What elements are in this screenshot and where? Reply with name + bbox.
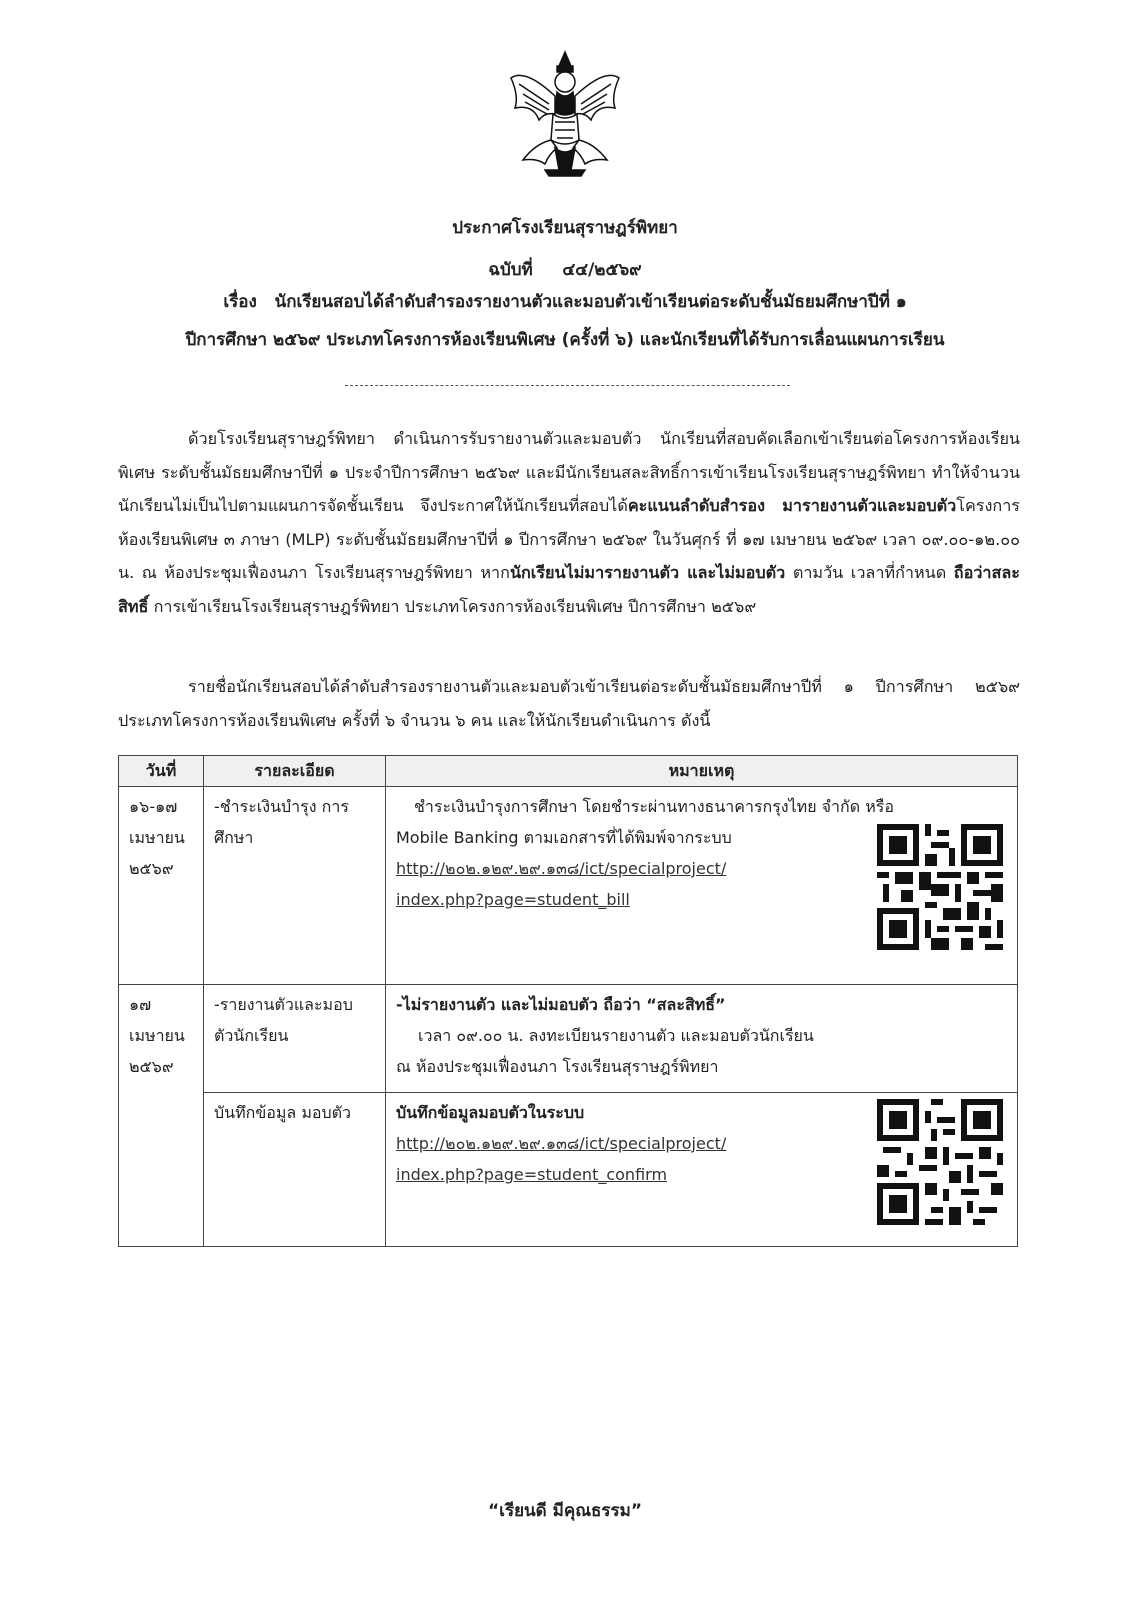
p1-text-e: การเข้าเรียนโรงเรียนสุราษฎร์พิทยา ประเภทโครงการห้องเรียนพิเศษ ปีการศึกษา ๒๕๖๙	[148, 596, 757, 616]
bill-link-line2[interactable]: index.php?page=student_bill	[396, 890, 630, 909]
row1-detail: -ชำระเงินบำรุง การศึกษา	[204, 787, 386, 985]
row1-date: ๑๖-๑๗ เมษายน ๒๕๖๙	[119, 787, 204, 985]
issue-label: ฉบับที่	[488, 260, 533, 280]
header-detail: รายละเอียด	[204, 756, 386, 787]
subject-line-1: นักเรียนสอบได้ลำดับสำรองรายงานตัวและมอบตัวเข้าเรียนต่อระดับชั้นมัธยมศึกษาปีที่ ๑	[274, 292, 907, 312]
header-note: หมายเหตุ	[386, 756, 1018, 787]
table-header-row	[119, 756, 1018, 787]
qr-code-bill-icon[interactable]	[877, 824, 1003, 950]
bill-link-line1[interactable]: http://๒๐๒.๑๒๙.๒๙.๑๓๘/ict/specialproject/	[396, 859, 727, 878]
school-motto: “เรียนดี มีคุณธรรม”	[487, 1501, 643, 1521]
p1-bold-1: คะแนนลำดับสำรอง มารายงานตัวและมอบตัว	[627, 496, 957, 515]
row2-note-line2: เวลา ๐๙.๐๐ น. ลงทะเบียนรายงานตัว และมอบตัวนักเรียน	[418, 1026, 814, 1045]
row1-note-line2: Mobile Banking ตามเอกสารที่ได้พิมพ์จากระบบ	[396, 828, 732, 847]
p1-text-d: ตามวัน เวลาที่กำหนด	[785, 563, 954, 582]
row3-note	[386, 1093, 1018, 1247]
header-date: วันที่	[119, 756, 204, 787]
p1-text-c: โครงการห้องเรียนพิเศษ ๓ ภาษา (MLP) ระดับชั้นมัธยมศึกษาปีที่ ๑ ปีการศึกษา ๒๕๖๙ ในวันศุกร์ ที่ ๑๗ เมษายน ๒๕๖๙ เวลา ๐๙.๐๐-๑๒.๐๐ น. ณ ห้องประชุมเฟื่องนภา โรงเรียนสุราษฎร์พิทยา หาก	[118, 496, 1020, 582]
table-row	[119, 985, 1018, 1093]
row2-note	[386, 985, 1018, 1093]
paragraph-2	[118, 670, 1020, 737]
confirm-link-line1[interactable]: http://๒๐๒.๑๒๙.๒๙.๑๓๘/ict/specialproject/	[396, 1134, 727, 1153]
paragraph-1	[118, 422, 1020, 623]
garuda-emblem-icon	[505, 48, 625, 180]
row3-detail: บันทึกข้อมูล มอบตัว	[204, 1093, 386, 1247]
p2-text: รายชื่อนักเรียนสอบได้ลำดับสำรองรายงานตัวและมอบตัวเข้าเรียนต่อระดับชั้นมัธยมศึกษาปีที่ ๑ ปีการศึกษา ๒๕๖๙ ประเภทโครงการห้องเรียนพิเศษ ครั้งที่ ๖ จำนวน ๖ คน และให้นักเรียนดำเนินการ ดังนี้	[118, 677, 1020, 730]
qr-code-confirm-icon[interactable]	[877, 1099, 1003, 1225]
issue-number	[0, 256, 1130, 283]
table-row	[119, 787, 1018, 985]
row2-detail: -รายงานตัวและมอบ ตัวนักเรียน	[204, 985, 386, 1093]
row1-note-line1: ชำระเงินบำรุงการศึกษา โดยชำระผ่านทางธนาคารกรุงไทย จำกัด หรือ	[414, 797, 894, 816]
row2-note-bold: -ไม่รายงานตัว และไม่มอบตัว ถือว่า “สละสิทธิ์”	[396, 995, 726, 1014]
issue-value: ๔๔/๒๕๖๙	[562, 260, 642, 280]
table-row	[119, 1093, 1018, 1247]
row3-note-bold: บันทึกข้อมูลมอบตัวในระบบ	[396, 1103, 585, 1122]
announcement-subject	[130, 283, 1000, 359]
confirm-link-line2[interactable]: index.php?page=student_confirm	[396, 1165, 668, 1184]
row2-note-line3: ณ ห้องประชุมเฟื่องนภา โรงเรียนสุราษฎร์พิทยา	[396, 1057, 719, 1076]
subject-line-2: ปีการศึกษา ๒๕๖๙ ประเภทโครงการห้องเรียนพิเศษ (ครั้งที่ ๖) และนักเรียนที่ได้รับการเลื่อนแผนการเรียน	[185, 330, 945, 350]
row1-note	[386, 787, 1018, 985]
p1-text-a: ด้วยโรงเรียนสุราษฎร์พิทยา ดำเนินการรับรายงานตัวและมอบตัว นักเรียนที่สอบคัดเลือกเข้าเรียนต่อโครงการห้องเรียนพิเศษ ระดับชั้นมัธยมศึกษาปีที่ ๑ ประจำปีการศึกษา ๒๕๖๙ และมีนักเรียนสละสิทธิ์การเข้าเรียนโรงเรียนสุราษฎร์พิทยา ทำให้จำนวนนักเรียนไม่เป็นไปตามแผนการจัดชั้นเรียน จึงประกาศให้นักเรียนที่สอบได้	[118, 429, 1020, 515]
announcement-title: ประกาศโรงเรียนสุราษฎร์พิทยา	[452, 218, 678, 238]
schedule-table	[118, 755, 1018, 1247]
p1-bold-2: นักเรียนไม่มารายงานตัว และไม่มอบตัว	[509, 563, 786, 582]
p1-bold-3: ถือว่าสละสิทธิ์	[118, 563, 1020, 616]
separator-line	[345, 385, 790, 386]
subject-label: เรื่อง	[223, 292, 257, 312]
row2-date: ๑๗ เมษายน ๒๕๖๙	[119, 985, 204, 1247]
